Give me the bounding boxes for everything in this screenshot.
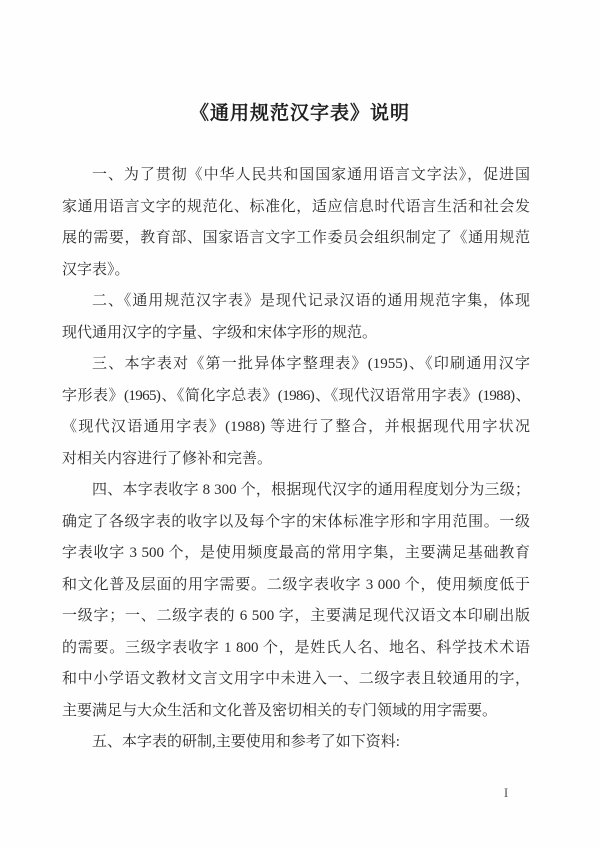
body-line: 字形表》(1965)、《简化字总表》(1986)、《现代汉语常用字表》(1988)、 [62,387,530,404]
body-line: 一、为了贯彻《中华人民共和国国家通用语言文字法》，促进国 [92,167,530,183]
body-line: 《现代汉语通用字表》(1988) 等进行了整合，并根据现代用字状况 [62,419,530,435]
body-line: 一级字；一、二级字表的 6 500 字，主要满足现代汉语文本印刷出版 [62,608,530,624]
document-body [62,160,530,759]
body-line: 的需要。三级字表收字 1 800 个，是姓氏人名、地名、科学技术术语 [62,639,530,656]
body-line: 确定了各级字表的收字以及每个字的宋体标准字形和字用范围。一级 [62,513,530,530]
body-line: 主要满足与大众生活和文化普及密切相关的专门领域的用字需要。 [62,702,498,719]
page-number: I [503,785,509,800]
body-line: 展的需要，教育部、国家语言文字工作委员会组织制定了《通用规范 [62,230,530,246]
page-title: 《通用规范汉字表》说明 [189,103,410,124]
body-line: 四、本字表收字 8 300 个，根据现代汉字的通用程度划分为三级； [92,482,530,498]
body-line: 汉字表》。 [62,261,130,278]
body-line: 三、本字表对《第一批异体字整理表》(1955)、《印刷通用汉字 [92,356,530,372]
body-line: 现代通用汉字的字量、字级和宋体字形的规范。 [62,324,378,341]
body-line: 五、本字表的研制,主要使用和参考了如下资料: [92,734,400,750]
body-line: 和文化普及层面的用字需要。二级字表收字 3 000 个，使用频度低于 [62,576,530,593]
body-line: 字表收字 3 500 个，是使用频度最高的常用字集，主要满足基础教育 [62,545,530,561]
body-line: 家通用语言文字的规范化、标准化，适应信息时代语言生活和社会发 [62,198,530,215]
body-line: 对相关内容进行了修补和完善。 [62,450,273,467]
body-line: 和中小学语文教材文言文用字中未进入一、二级字表且较通用的字， [62,671,530,687]
body-line: 二、《通用规范汉字表》是现代记录汉语的通用规范字集，体现 [92,293,530,309]
